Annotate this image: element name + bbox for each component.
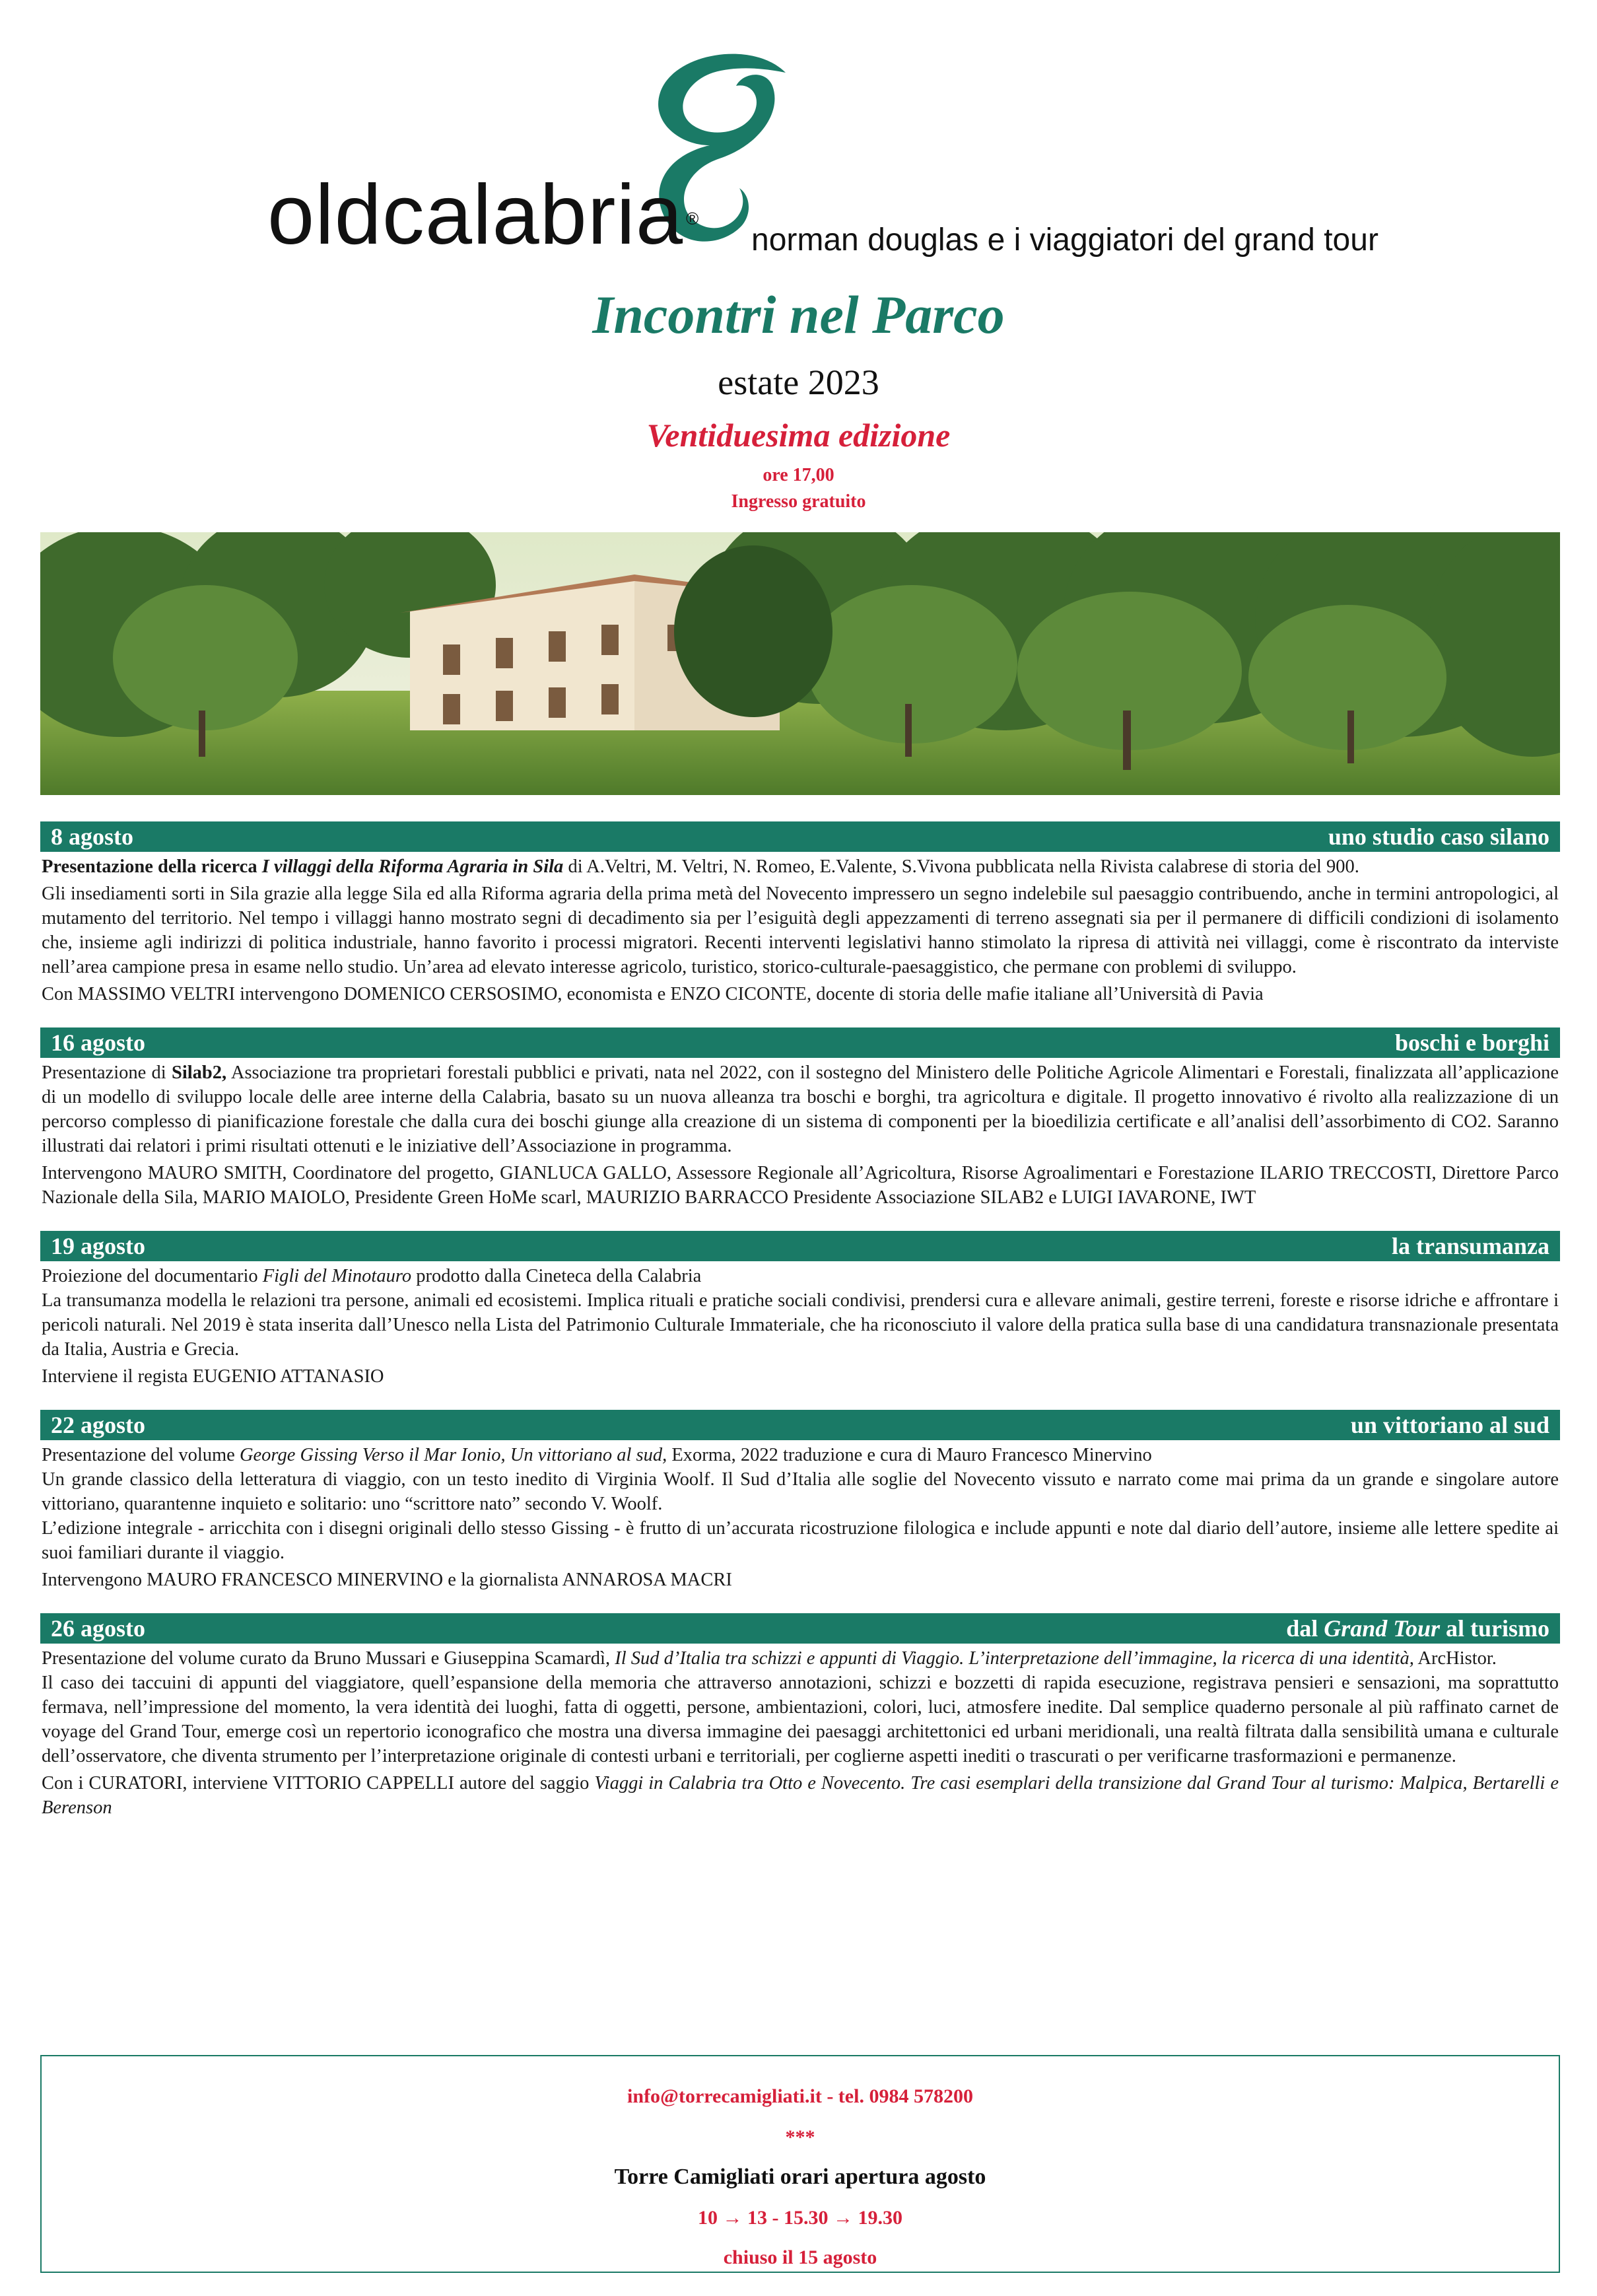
page-title: Incontri nel Parco: [592, 285, 1005, 345]
event-16-agosto: [40, 1027, 1560, 1210]
event-description: Il caso dei taccuini di appunti del viaggiatore, quell’espansione della memoria che attraverso annotazioni, schizzi e bozzetti di rapida esecuzione, registrava pensieri e sensazioni, ma soprattutto fermava, nell’impressione del momento, la vera identità dei luoghi, fatta di oggetti, persone, ambientazioni, colori, luci, atmosfere inedite. Dal semplice quaderno personale al più raffinato carnet de voyage del Grand Tour, emerge così un repertorio iconografico che mostra una diversa immagine dei paesaggi architettonici ed urbani meridionali, una realtà filtrata dalla sensibilità umana e culturale dell’osservatore, che diventa strumento per l’interpretazione originale di contesti urbani e territoriali, per coglierne aspetti inediti o trascurati o per verificarne trasformazioni e permanenze.: [42, 1673, 1559, 1766]
logo-tagline: norman douglas e i viaggiatori del grand tour: [751, 223, 1378, 258]
admission-label: Ingresso gratuito: [731, 491, 866, 512]
registered-mark: ®: [686, 209, 700, 228]
contact-line: info@torrecamigliati.it - tel. 0984 578200: [627, 2085, 973, 2107]
event-theme: dal Grand Tour al turismo: [1286, 1615, 1549, 1642]
logo-wordmark: oldcalabria ®: [267, 168, 700, 262]
event-theme: boschi e borghi: [1394, 1029, 1549, 1056]
closed-notice: chiuso il 15 agosto: [723, 2246, 877, 2268]
event-header: [40, 1613, 1560, 1644]
event-description: Un grande classico della letteratura di viaggio, con un testo inedito di Virginia Woolf. Il Sud d’Italia alle soglie del Novecento vissuto e narrato come mai prima da un grande e singolare autore vittoriano, quarantenne inquieto e solitario: uno “scrittore nato” secondo V. Woolf.: [42, 1469, 1559, 1514]
info-box: [40, 2055, 1560, 2273]
event-speakers: Intervengono MAURO SMITH, Coordinatore del progetto, GIANLUCA GALLO, Assessore Regionale all’Agricoltura, Risorse Agroalimentari e Forestazione ILARIO TRECCOSTI, Direttore Parco Nazionale della Sila, MARIO MAIOLO, Presidente Green HoMe scarl, MAURIZIO BARRACCO Presidente Associazione SILAB2 e LUIGI IAVARONE, IWT: [42, 1163, 1559, 1208]
time-label: ore 17,00: [763, 465, 834, 485]
event-header: [40, 1231, 1560, 1261]
event-speakers: Intervengono MAURO FRANCESCO MINERVINO e la giornalista ANNAROSA MACRI: [42, 1570, 732, 1590]
villa-photo: [40, 532, 1560, 795]
event-8-agosto: [40, 821, 1560, 1006]
event-22-agosto: [40, 1410, 1560, 1592]
opening-hours: 10 → 13 - 15.30 → 19.30: [698, 2207, 902, 2229]
event-theme: la transumanza: [1391, 1233, 1549, 1259]
event-speakers: Con i CURATORI, interviene VITTORIO CAPPELLI autore del saggio Viaggi in Calabria tra Otto e Novecento. Tre casi esemplari della transizione dal Grand Tour al turismo: Malpica, Bertarelli e Berenson: [42, 1773, 1559, 1818]
event-date: 8 agosto: [51, 823, 133, 850]
event-intro: Presentazione della ricerca I villaggi della Riforma Agraria in Sila di A.Veltri, M. Veltri, N. Romeo, E.Valente, S.Vivona pubblicata nella Rivista calabrese di storia del 900.: [42, 856, 1359, 877]
edition-label: Ventiduesima edizione: [646, 417, 951, 454]
event-speakers: Con MASSIMO VELTRI intervengono DOMENICO CERSOSIMO, economista e ENZO CICONTE, docente di storia delle mafie italiane all’Università di Pavia: [42, 984, 1264, 1004]
event-intro: Presentazione del volume curato da Bruno Mussari e Giuseppina Scamardì, Il Sud d’Italia tra schizzi e appunti di Viaggio. L’interpretazione dell’immagine, la ricerca di una identità, ArcHistor.: [42, 1648, 1497, 1669]
event-description-2: L’edizione integrale - arricchita con i disegni originali dello stesso Gissing - è frutto di un’accurata ricostruzione filologica e include appunti e note dal diario dell’autore, insieme alle lettere spedite ai suoi familiari durante il viaggio.: [42, 1518, 1559, 1563]
event-intro: Presentazione di Silab2, Associazione tra proprietari forestali pubblici e privati, nata nel 2022, con il sostegno del Ministero delle Politiche Agricole Alimentari e Forestali, finalizzata all’applicazione di un modello di sviluppo locale delle aree interne della Calabria, basato su un nuova alleanza tra boschi e borghi, tra agricoltura e digitale. Il progetto innovativo é rivolto alla realizzazione di un percorso complesso di pianificazione forestale che dalla cura dei boschi giunge alla creazione di un sistema di componenti per la bioedilizia certificate e all’analisi dell’assorbimento di CO2. Saranno illustrati dai relatori i primi risultati ottenuti e le iniziative dell’Associazione in programma.: [42, 1062, 1559, 1156]
event-header: [40, 1027, 1560, 1058]
separator-stars: ***: [785, 2126, 815, 2148]
event-date: 16 agosto: [51, 1029, 145, 1056]
event-list: [40, 821, 1560, 1841]
event-header: [40, 1410, 1560, 1440]
event-intro: Presentazione del volume George Gissing Verso il Mar Ionio, Un vittoriano al sud, Exorma, 2022 traduzione e cura di Mauro Francesco Minervino: [42, 1445, 1152, 1465]
event-intro: Proiezione del documentario Figli del Minotauro prodotto dalla Cineteca della Calabria: [42, 1266, 702, 1286]
event-date: 26 agosto: [51, 1615, 145, 1642]
event-description: La transumanza modella le relazioni tra persone, animali ed ecosistemi. Implica rituali e pratiche sociali condivisi, prendersi cura e allevare animali, gestire terreni, foreste e risorse idriche e affrontare i pericoli naturali. Nel 2019 è stata inserita dall’Unesco nella Lista del Patrimonio Culturale Immateriale, che ha riconosciuto il valore della pratica sulla base di una candidatura transnazionale presentata da Italia, Austria e Grecia.: [42, 1290, 1559, 1360]
header-logo: [0, 0, 1597, 277]
villa-in-park-photo-icon: [40, 532, 1560, 795]
event-description: Gli insediamenti sorti in Sila grazie alla legge Sila ed alla Riforma agraria della prima metà del Novecento impressero un segno indelebile sul paesaggio contribuendo, anche in termini antropologici, al mutamento del territorio. Nel tempo i villaggi hanno mostrato segni di decadimento sia per l’esiguità degli appezzamenti di terreno assegnati sia per il permanere di difficili condizioni di isolamento che, insieme agli indirizzi di politica industriale, hanno favorito i processi migratori. Recenti interventi legislativi hanno stimolato la ripresa di attività nei villaggi, come è riscontrato da interviste nell’area campione presa in esame nello studio. Un’area ad elevato interesse agricolo, turistico, storico-culturale-paesaggistico, che permane con problemi di sviluppo.: [42, 884, 1559, 977]
event-header: [40, 821, 1560, 852]
event-speakers: Interviene il regista EUGENIO ATTANASIO: [42, 1366, 384, 1387]
event-26-agosto: [40, 1613, 1560, 1820]
event-date: 19 agosto: [51, 1233, 145, 1259]
event-theme: uno studio caso silano: [1328, 823, 1549, 850]
event-theme: un vittoriano al sud: [1350, 1412, 1549, 1438]
season-label: estate 2023: [718, 363, 879, 402]
event-19-agosto: [40, 1231, 1560, 1389]
event-date: 22 agosto: [51, 1412, 145, 1438]
hours-title: Torre Camigliati orari apertura agosto: [614, 2165, 986, 2189]
